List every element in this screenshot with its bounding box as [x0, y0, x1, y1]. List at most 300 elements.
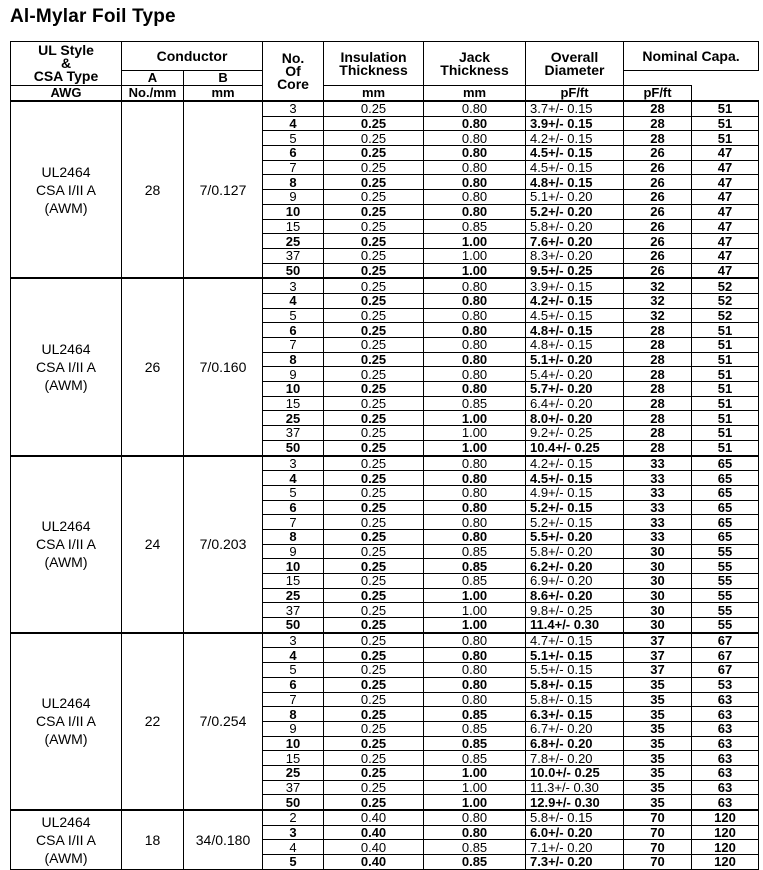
cell-overall: 7.3+/- 0.20 — [526, 855, 624, 870]
cell-capa-b: 55 — [692, 588, 759, 603]
cell-core: 6 — [263, 500, 324, 515]
cell-insulation: 0.25 — [324, 721, 424, 736]
cell-capa-a: 70 — [624, 810, 692, 825]
cell-core: 4 — [263, 840, 324, 855]
cell-overall: 8.0+/- 0.20 — [526, 411, 624, 426]
cell-overall: 6.0+/- 0.20 — [526, 825, 624, 840]
header-ul-style — [11, 42, 122, 86]
cell-core: 5 — [263, 485, 324, 500]
cell-capa-a: 35 — [624, 677, 692, 692]
cell-capa-b: 47 — [692, 204, 759, 219]
cell-overall: 4.5+/- 0.15 — [526, 308, 624, 323]
cell-capa-b: 67 — [692, 648, 759, 663]
cell-overall: 4.7+/- 0.15 — [526, 633, 624, 648]
cell-capa-a: 35 — [624, 780, 692, 795]
cell-insulation: 0.25 — [324, 456, 424, 471]
cell-insulation: 0.25 — [324, 529, 424, 544]
cell-core: 10 — [263, 559, 324, 574]
cell-capa-a: 70 — [624, 855, 692, 870]
cell-jack: 0.80 — [424, 204, 526, 219]
cell-capa-a: 28 — [624, 367, 692, 382]
cell-overall: 4.8+/- 0.15 — [526, 338, 624, 353]
cell-capa-a: 30 — [624, 588, 692, 603]
cell-overall: 3.7+/- 0.15 — [526, 101, 624, 116]
cell-core: 5 — [263, 131, 324, 146]
cell-ul-style: UL2464 CSA I/II A (AWM) — [11, 101, 122, 278]
header-unit-mm-3: mm — [424, 86, 526, 102]
cell-core: 9 — [263, 544, 324, 559]
cell-conductor: 7/0.203 — [184, 456, 263, 633]
cell-awg: 22 — [122, 633, 184, 810]
cell-awg: 26 — [122, 278, 184, 455]
cell-capa-a: 26 — [624, 190, 692, 205]
cell-jack: 0.80 — [424, 278, 526, 293]
cell-core: 15 — [263, 219, 324, 234]
cell-capa-b: 65 — [692, 456, 759, 471]
cell-capa-b: 55 — [692, 603, 759, 618]
cell-insulation: 0.25 — [324, 440, 424, 455]
cell-awg: 28 — [122, 101, 184, 278]
cell-capa-a: 33 — [624, 485, 692, 500]
cell-insulation: 0.40 — [324, 840, 424, 855]
cell-capa-b: 47 — [692, 234, 759, 249]
cell-capa-b: 47 — [692, 160, 759, 175]
cell-capa-b: 63 — [692, 721, 759, 736]
cell-jack: 0.80 — [424, 367, 526, 382]
cell-insulation: 0.25 — [324, 648, 424, 663]
cell-overall: 3.9+/- 0.15 — [526, 278, 624, 293]
cell-jack: 0.80 — [424, 131, 526, 146]
cell-jack: 0.80 — [424, 485, 526, 500]
header-no-of-core — [263, 42, 324, 102]
cell-capa-b: 51 — [692, 338, 759, 353]
cell-overall: 5.8+/- 0.15 — [526, 677, 624, 692]
cell-insulation: 0.25 — [324, 471, 424, 486]
cell-overall: 4.2+/- 0.15 — [526, 456, 624, 471]
cell-insulation: 0.25 — [324, 515, 424, 530]
cell-overall: 5.8+/- 0.20 — [526, 219, 624, 234]
cell-capa-a: 35 — [624, 751, 692, 766]
header-unit-pf-b: pF/ft — [624, 86, 692, 102]
cell-capa-a: 30 — [624, 574, 692, 589]
cell-core: 7 — [263, 338, 324, 353]
cell-overall: 8.3+/- 0.20 — [526, 248, 624, 263]
cell-capa-b: 51 — [692, 382, 759, 397]
cell-capa-a: 33 — [624, 500, 692, 515]
cell-capa-a: 26 — [624, 234, 692, 249]
cell-jack: 0.85 — [424, 219, 526, 234]
header-unit-pf-a: pF/ft — [526, 86, 624, 102]
cell-jack: 0.80 — [424, 352, 526, 367]
cell-capa-a: 26 — [624, 263, 692, 278]
cell-capa-a: 35 — [624, 692, 692, 707]
cell-jack: 0.85 — [424, 840, 526, 855]
cell-insulation: 0.25 — [324, 663, 424, 678]
cell-overall: 5.5+/- 0.20 — [526, 529, 624, 544]
group-24-awg — [11, 456, 759, 633]
cell-core: 5 — [263, 855, 324, 870]
cell-capa-b: 67 — [692, 663, 759, 678]
cell-jack: 0.85 — [424, 396, 526, 411]
cell-core: 37 — [263, 248, 324, 263]
cell-capa-a: 35 — [624, 795, 692, 810]
cell-ul-style: UL2464 CSA I/II A (AWM) — [11, 278, 122, 455]
cell-capa-a: 28 — [624, 352, 692, 367]
cell-capa-b: 51 — [692, 101, 759, 116]
cell-overall: 5.8+/- 0.15 — [526, 810, 624, 825]
cell-insulation: 0.25 — [324, 411, 424, 426]
group-22-awg — [11, 633, 759, 810]
header-nominal-capa: Nominal Capa. — [624, 42, 759, 71]
cell-jack: 0.80 — [424, 175, 526, 190]
cell-insulation: 0.25 — [324, 559, 424, 574]
cell-overall: 11.3+/- 0.30 — [526, 780, 624, 795]
cell-core: 9 — [263, 190, 324, 205]
cell-overall: 5.1+/- 0.15 — [526, 648, 624, 663]
spec-table — [10, 41, 759, 870]
cell-capa-a: 26 — [624, 219, 692, 234]
cell-jack: 0.80 — [424, 515, 526, 530]
cell-capa-a: 28 — [624, 426, 692, 441]
cell-jack: 0.80 — [424, 190, 526, 205]
cell-core: 37 — [263, 780, 324, 795]
cell-capa-b: 63 — [692, 707, 759, 722]
cell-core: 3 — [263, 101, 324, 116]
cell-overall: 8.6+/- 0.20 — [526, 588, 624, 603]
cell-insulation: 0.25 — [324, 116, 424, 131]
cell-ul-style: UL2464 CSA I/II A (AWM) — [11, 633, 122, 810]
cell-jack: 0.80 — [424, 116, 526, 131]
cell-capa-b: 51 — [692, 396, 759, 411]
cell-capa-b: 120 — [692, 855, 759, 870]
cell-conductor: 7/0.254 — [184, 633, 263, 810]
cell-overall: 6.4+/- 0.20 — [526, 396, 624, 411]
cell-core: 25 — [263, 588, 324, 603]
cell-jack: 0.85 — [424, 855, 526, 870]
cell-jack: 0.80 — [424, 382, 526, 397]
cell-insulation: 0.25 — [324, 323, 424, 338]
cell-insulation: 0.25 — [324, 485, 424, 500]
cell-capa-a: 35 — [624, 721, 692, 736]
cell-capa-b: 51 — [692, 426, 759, 441]
cell-overall: 5.2+/- 0.20 — [526, 204, 624, 219]
cell-insulation: 0.25 — [324, 352, 424, 367]
cell-core: 50 — [263, 618, 324, 633]
cell-capa-b: 63 — [692, 692, 759, 707]
cell-insulation: 0.25 — [324, 765, 424, 780]
cell-core: 7 — [263, 692, 324, 707]
cell-capa-a: 37 — [624, 663, 692, 678]
cell-capa-b: 47 — [692, 248, 759, 263]
cell-insulation: 0.25 — [324, 677, 424, 692]
table-row — [11, 278, 759, 293]
cell-overall: 4.9+/- 0.15 — [526, 485, 624, 500]
cell-jack: 1.00 — [424, 234, 526, 249]
cell-jack: 0.85 — [424, 721, 526, 736]
cell-jack: 1.00 — [424, 603, 526, 618]
cell-jack: 1.00 — [424, 411, 526, 426]
cell-capa-a: 35 — [624, 736, 692, 751]
cell-overall: 5.2+/- 0.15 — [526, 515, 624, 530]
header-insulation-text: Insulation Thickness — [339, 48, 408, 78]
cell-overall: 5.7+/- 0.20 — [526, 382, 624, 397]
cell-overall: 7.6+/- 0.20 — [526, 234, 624, 249]
cell-insulation: 0.25 — [324, 426, 424, 441]
cell-overall: 5.8+/- 0.15 — [526, 692, 624, 707]
cell-core: 15 — [263, 574, 324, 589]
header-conductor: Conductor — [122, 42, 263, 71]
cell-conductor: 34/0.180 — [184, 810, 263, 869]
cell-capa-a: 28 — [624, 131, 692, 146]
cell-overall: 4.8+/- 0.15 — [526, 323, 624, 338]
cell-capa-b: 55 — [692, 618, 759, 633]
cell-overall: 7.8+/- 0.20 — [526, 751, 624, 766]
group-26-awg — [11, 278, 759, 455]
cell-jack: 0.80 — [424, 471, 526, 486]
header-no-of-core-text: No. Of Core — [277, 49, 309, 92]
cell-overall: 5.8+/- 0.20 — [526, 544, 624, 559]
cell-overall: 3.9+/- 0.15 — [526, 116, 624, 131]
cell-capa-a: 33 — [624, 471, 692, 486]
cell-capa-a: 35 — [624, 707, 692, 722]
cell-jack: 0.85 — [424, 544, 526, 559]
cell-insulation: 0.25 — [324, 308, 424, 323]
cell-capa-b: 51 — [692, 323, 759, 338]
cell-capa-b: 47 — [692, 263, 759, 278]
cell-capa-a: 26 — [624, 204, 692, 219]
cell-jack: 1.00 — [424, 588, 526, 603]
cell-capa-b: 65 — [692, 500, 759, 515]
cell-overall: 6.3+/- 0.15 — [526, 707, 624, 722]
cell-core: 6 — [263, 677, 324, 692]
cell-capa-b: 120 — [692, 840, 759, 855]
cell-overall: 4.5+/- 0.15 — [526, 146, 624, 161]
cell-core: 3 — [263, 825, 324, 840]
cell-insulation: 0.25 — [324, 131, 424, 146]
cell-capa-b: 51 — [692, 367, 759, 382]
cell-capa-b: 51 — [692, 440, 759, 455]
cell-conductor: 7/0.127 — [184, 101, 263, 278]
cell-insulation: 0.25 — [324, 248, 424, 263]
cell-overall: 6.2+/- 0.20 — [526, 559, 624, 574]
cell-core: 4 — [263, 293, 324, 308]
header-awg: AWG — [11, 86, 122, 102]
cell-jack: 0.80 — [424, 825, 526, 840]
cell-insulation: 0.25 — [324, 101, 424, 116]
cell-jack: 0.85 — [424, 736, 526, 751]
cell-overall: 12.9+/- 0.30 — [526, 795, 624, 810]
cell-capa-a: 33 — [624, 529, 692, 544]
cell-core: 8 — [263, 352, 324, 367]
cell-core: 7 — [263, 515, 324, 530]
cell-overall: 5.1+/- 0.20 — [526, 352, 624, 367]
cell-jack: 0.80 — [424, 308, 526, 323]
cell-core: 5 — [263, 663, 324, 678]
cell-core: 6 — [263, 323, 324, 338]
cell-core: 37 — [263, 603, 324, 618]
cell-insulation: 0.25 — [324, 382, 424, 397]
cell-overall: 6.9+/- 0.20 — [526, 574, 624, 589]
cell-core: 50 — [263, 263, 324, 278]
cell-insulation: 0.25 — [324, 219, 424, 234]
cell-overall: 4.5+/- 0.15 — [526, 160, 624, 175]
header-col-a: A — [122, 71, 184, 86]
cell-insulation: 0.25 — [324, 603, 424, 618]
cell-core: 6 — [263, 146, 324, 161]
cell-capa-b: 53 — [692, 677, 759, 692]
cell-capa-b: 47 — [692, 190, 759, 205]
cell-capa-a: 26 — [624, 160, 692, 175]
cell-capa-b: 52 — [692, 278, 759, 293]
cell-overall: 9.2+/- 0.25 — [526, 426, 624, 441]
table-row — [11, 456, 759, 471]
cell-core: 25 — [263, 765, 324, 780]
cell-capa-b: 63 — [692, 780, 759, 795]
cell-capa-b: 55 — [692, 559, 759, 574]
cell-jack: 0.80 — [424, 529, 526, 544]
cell-capa-a: 70 — [624, 825, 692, 840]
cell-capa-a: 26 — [624, 146, 692, 161]
cell-capa-a: 37 — [624, 648, 692, 663]
cell-insulation: 0.25 — [324, 190, 424, 205]
cell-capa-b: 65 — [692, 529, 759, 544]
cell-ul-style: UL2464 CSA I/II A (AWM) — [11, 810, 122, 869]
cell-overall: 10.0+/- 0.25 — [526, 765, 624, 780]
cell-capa-b: 51 — [692, 116, 759, 131]
cell-ul-style: UL2464 CSA I/II A (AWM) — [11, 456, 122, 633]
header-jack — [424, 42, 526, 86]
cell-jack: 0.80 — [424, 293, 526, 308]
cell-capa-a: 28 — [624, 116, 692, 131]
cell-overall: 11.4+/- 0.30 — [526, 618, 624, 633]
cell-capa-b: 65 — [692, 471, 759, 486]
cell-overall: 10.4+/- 0.25 — [526, 440, 624, 455]
cell-overall: 7.1+/- 0.20 — [526, 840, 624, 855]
cell-insulation: 0.40 — [324, 855, 424, 870]
cell-jack: 0.80 — [424, 648, 526, 663]
cell-capa-a: 28 — [624, 440, 692, 455]
cell-insulation: 0.25 — [324, 633, 424, 648]
cell-overall: 9.5+/- 0.25 — [526, 263, 624, 278]
cell-insulation: 0.25 — [324, 751, 424, 766]
cell-insulation: 0.25 — [324, 146, 424, 161]
cell-insulation: 0.25 — [324, 204, 424, 219]
cell-capa-a: 30 — [624, 618, 692, 633]
cell-core: 15 — [263, 751, 324, 766]
cell-overall: 9.8+/- 0.25 — [526, 603, 624, 618]
cell-capa-a: 26 — [624, 248, 692, 263]
cell-jack: 0.80 — [424, 101, 526, 116]
cell-insulation: 0.25 — [324, 707, 424, 722]
cell-insulation: 0.25 — [324, 618, 424, 633]
cell-conductor: 7/0.160 — [184, 278, 263, 455]
header-ul-style-text: UL Style & CSA Type — [33, 42, 99, 84]
cell-insulation: 0.25 — [324, 736, 424, 751]
cell-core: 4 — [263, 471, 324, 486]
cell-jack: 0.85 — [424, 707, 526, 722]
table-row — [11, 633, 759, 648]
cell-insulation: 0.25 — [324, 396, 424, 411]
cell-core: 7 — [263, 160, 324, 175]
cell-capa-a: 33 — [624, 456, 692, 471]
cell-capa-b: 47 — [692, 146, 759, 161]
cell-core: 10 — [263, 736, 324, 751]
header-col-b: B — [184, 71, 263, 86]
cell-jack: 0.80 — [424, 160, 526, 175]
cell-core: 2 — [263, 810, 324, 825]
cell-core: 10 — [263, 382, 324, 397]
cell-capa-a: 30 — [624, 544, 692, 559]
cell-awg: 18 — [122, 810, 184, 869]
cell-capa-b: 51 — [692, 411, 759, 426]
header-jack-text: Jack Thickness — [440, 48, 509, 78]
group-28-awg — [11, 101, 759, 278]
cell-core: 25 — [263, 234, 324, 249]
cell-jack: 0.80 — [424, 338, 526, 353]
cell-capa-a: 33 — [624, 515, 692, 530]
cell-insulation: 0.25 — [324, 263, 424, 278]
cell-overall: 4.2+/- 0.15 — [526, 293, 624, 308]
cell-capa-b: 55 — [692, 544, 759, 559]
header-unit-mm-1: mm — [184, 86, 263, 102]
cell-capa-a: 30 — [624, 559, 692, 574]
cell-insulation: 0.25 — [324, 175, 424, 190]
cell-capa-a: 28 — [624, 411, 692, 426]
cell-jack: 0.85 — [424, 559, 526, 574]
cell-capa-b: 63 — [692, 765, 759, 780]
cell-core: 25 — [263, 411, 324, 426]
cell-jack: 0.80 — [424, 323, 526, 338]
cell-capa-a: 28 — [624, 101, 692, 116]
cell-jack: 0.80 — [424, 677, 526, 692]
cell-overall: 5.1+/- 0.20 — [526, 190, 624, 205]
cell-jack: 1.00 — [424, 263, 526, 278]
cell-capa-a: 26 — [624, 175, 692, 190]
cell-capa-a: 35 — [624, 765, 692, 780]
table-row — [11, 810, 759, 825]
cell-capa-b: 63 — [692, 751, 759, 766]
cell-capa-b: 47 — [692, 219, 759, 234]
header-unit-mm-2: mm — [324, 86, 424, 102]
cell-capa-a: 37 — [624, 633, 692, 648]
cell-capa-b: 63 — [692, 795, 759, 810]
cell-capa-b: 55 — [692, 574, 759, 589]
cell-capa-b: 120 — [692, 825, 759, 840]
cell-capa-b: 65 — [692, 485, 759, 500]
cell-jack: 1.00 — [424, 780, 526, 795]
cell-capa-b: 67 — [692, 633, 759, 648]
cell-jack: 1.00 — [424, 765, 526, 780]
cell-overall: 5.4+/- 0.20 — [526, 367, 624, 382]
cell-core: 3 — [263, 633, 324, 648]
cell-insulation: 0.25 — [324, 234, 424, 249]
cell-jack: 1.00 — [424, 248, 526, 263]
header-no-mm: No./mm — [122, 86, 184, 102]
cell-capa-b: 51 — [692, 131, 759, 146]
cell-capa-a: 32 — [624, 293, 692, 308]
cell-core: 8 — [263, 529, 324, 544]
cell-insulation: 0.25 — [324, 692, 424, 707]
cell-core: 3 — [263, 456, 324, 471]
cell-capa-a: 28 — [624, 323, 692, 338]
cell-insulation: 0.25 — [324, 367, 424, 382]
cell-capa-a: 28 — [624, 382, 692, 397]
cell-overall: 6.7+/- 0.20 — [526, 721, 624, 736]
cell-overall: 5.2+/- 0.15 — [526, 500, 624, 515]
header-insulation — [324, 42, 424, 86]
cell-core: 3 — [263, 278, 324, 293]
cell-overall: 4.8+/- 0.15 — [526, 175, 624, 190]
